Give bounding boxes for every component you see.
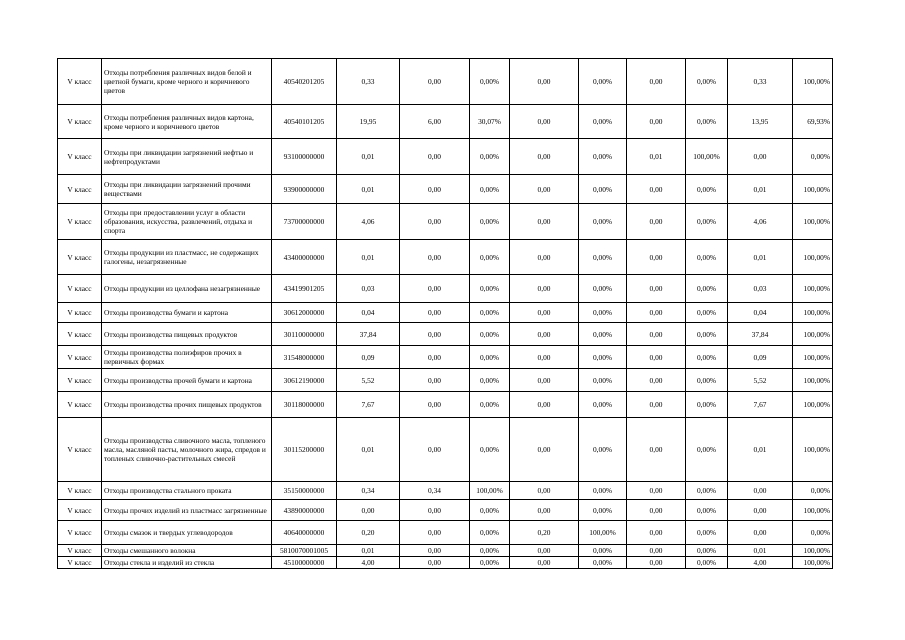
value-cell: 0,00	[627, 346, 686, 369]
value-cell: 7,67	[337, 392, 400, 418]
code-cell: 40640000000	[272, 521, 337, 545]
code-cell: 45100000000	[272, 557, 337, 569]
value-cell: 0,00%	[579, 323, 627, 346]
value-cell: 0,00%	[579, 139, 627, 175]
value-cell: 0,00	[510, 545, 579, 557]
code-cell: 43419901205	[272, 275, 337, 303]
value-cell: 30,07%	[470, 105, 510, 139]
value-cell: 4,00	[337, 557, 400, 569]
table-row	[58, 418, 833, 482]
value-cell: 0,00	[510, 557, 579, 569]
value-cell: 0,00	[627, 240, 686, 275]
value-cell: 100,00%	[793, 346, 833, 369]
value-cell: 0,00	[510, 105, 579, 139]
class-cell: V класс	[58, 275, 102, 303]
value-cell: 37,84	[337, 323, 400, 346]
name-cell: Отходы производства бумаги и картона	[102, 303, 272, 323]
value-cell: 6,00	[400, 105, 470, 139]
value-cell: 0,00	[400, 323, 470, 346]
value-cell: 100,00%	[793, 545, 833, 557]
value-cell: 0,04	[728, 303, 793, 323]
value-cell: 0,00%	[579, 500, 627, 521]
name-cell: Отходы при ликвидации загрязнений прочими веществами	[102, 175, 272, 204]
value-cell: 0,00	[510, 323, 579, 346]
value-cell: 0,00%	[579, 59, 627, 105]
value-cell: 0,00	[627, 303, 686, 323]
value-cell: 0,00%	[686, 175, 728, 204]
value-cell: 0,00%	[686, 204, 728, 240]
value-cell: 0,00	[400, 346, 470, 369]
value-cell: 13,95	[728, 105, 793, 139]
value-cell: 0,00%	[579, 545, 627, 557]
value-cell: 0,00	[627, 204, 686, 240]
table-row	[58, 482, 833, 500]
table-row	[58, 175, 833, 204]
value-cell: 100,00%	[686, 139, 728, 175]
name-cell: Отходы прочих изделий из пластмасс загрязненные	[102, 500, 272, 521]
value-cell: 0,00%	[470, 323, 510, 346]
value-cell: 0,00	[627, 369, 686, 392]
value-cell: 0,01	[337, 175, 400, 204]
value-cell: 100,00%	[793, 204, 833, 240]
value-cell: 100,00%	[793, 275, 833, 303]
value-cell: 100,00%	[793, 303, 833, 323]
name-cell: Отходы производства пищевых продуктов	[102, 323, 272, 346]
value-cell: 0,00	[510, 139, 579, 175]
value-cell: 0,00	[728, 139, 793, 175]
class-cell: V класс	[58, 369, 102, 392]
value-cell: 0,00%	[579, 369, 627, 392]
class-cell: V класс	[58, 175, 102, 204]
value-cell: 0,00	[400, 204, 470, 240]
value-cell: 69,93%	[793, 105, 833, 139]
value-cell: 0,01	[337, 418, 400, 482]
waste-table	[57, 58, 833, 569]
value-cell: 0,00	[400, 557, 470, 569]
value-cell: 0,00%	[793, 482, 833, 500]
class-cell: V класс	[58, 59, 102, 105]
value-cell: 0,00%	[470, 175, 510, 204]
value-cell: 0,00	[400, 500, 470, 521]
class-cell: V класс	[58, 303, 102, 323]
value-cell: 0,00%	[579, 418, 627, 482]
code-cell: 40540101205	[272, 105, 337, 139]
code-cell: 30110000000	[272, 323, 337, 346]
value-cell: 0,03	[728, 275, 793, 303]
value-cell: 0,00%	[579, 240, 627, 275]
value-cell: 0,00%	[686, 392, 728, 418]
value-cell: 0,01	[728, 175, 793, 204]
code-cell: 30118000000	[272, 392, 337, 418]
value-cell: 0,00%	[470, 346, 510, 369]
name-cell: Отходы производства полиэфиров прочих в первичных формах	[102, 346, 272, 369]
value-cell: 0,00%	[686, 323, 728, 346]
value-cell: 0,00%	[470, 392, 510, 418]
class-cell: V класс	[58, 346, 102, 369]
value-cell: 0,00%	[579, 175, 627, 204]
value-cell: 0,00	[627, 557, 686, 569]
value-cell: 0,00	[510, 59, 579, 105]
value-cell: 0,00	[510, 500, 579, 521]
value-cell: 5,52	[337, 369, 400, 392]
value-cell: 100,00%	[579, 521, 627, 545]
value-cell: 0,00%	[579, 204, 627, 240]
value-cell: 0,34	[400, 482, 470, 500]
value-cell: 0,01	[627, 139, 686, 175]
value-cell: 0,00	[627, 175, 686, 204]
waste-table-body	[58, 59, 833, 569]
code-cell: 40540201205	[272, 59, 337, 105]
value-cell: 0,00	[510, 275, 579, 303]
value-cell: 0,00%	[686, 500, 728, 521]
value-cell: 0,00	[400, 59, 470, 105]
value-cell: 0,00%	[686, 346, 728, 369]
value-cell: 0,00%	[793, 521, 833, 545]
value-cell: 0,01	[728, 418, 793, 482]
value-cell: 0,00%	[470, 204, 510, 240]
value-cell: 0,34	[337, 482, 400, 500]
name-cell: Отходы стекла и изделий из стекла	[102, 557, 272, 569]
value-cell: 0,03	[337, 275, 400, 303]
value-cell: 19,95	[337, 105, 400, 139]
value-cell: 0,00	[400, 369, 470, 392]
name-cell: Отходы продукции из пластмасс, не содержащих галогены, незагрязненные	[102, 240, 272, 275]
value-cell: 0,00	[627, 392, 686, 418]
value-cell: 0,00%	[686, 105, 728, 139]
value-cell: 0,33	[337, 59, 400, 105]
value-cell: 0,00%	[470, 139, 510, 175]
code-cell: 31548000000	[272, 346, 337, 369]
class-cell: V класс	[58, 418, 102, 482]
value-cell: 0,00%	[470, 500, 510, 521]
value-cell: 0,01	[337, 240, 400, 275]
value-cell: 0,01	[337, 545, 400, 557]
value-cell: 0,00%	[470, 303, 510, 323]
class-cell: V класс	[58, 557, 102, 569]
value-cell: 0,00	[627, 500, 686, 521]
value-cell: 0,00	[627, 545, 686, 557]
name-cell: Отходы продукции из целлофана незагрязненные	[102, 275, 272, 303]
value-cell: 100,00%	[793, 59, 833, 105]
value-cell: 0,00	[400, 303, 470, 323]
code-cell: 30612190000	[272, 369, 337, 392]
value-cell: 0,00%	[470, 557, 510, 569]
value-cell: 0,01	[728, 240, 793, 275]
value-cell: 0,01	[337, 139, 400, 175]
value-cell: 4,00	[728, 557, 793, 569]
table-row	[58, 369, 833, 392]
value-cell: 5,52	[728, 369, 793, 392]
value-cell: 0,00%	[686, 240, 728, 275]
code-cell: 93900000000	[272, 175, 337, 204]
value-cell: 0,00%	[686, 521, 728, 545]
value-cell: 0,00%	[579, 105, 627, 139]
name-cell: Отходы производства сливочного масла, топленого масла, масляной пасты, молочного жира, спредов и топленых сливочно-растительных смесей	[102, 418, 272, 482]
class-cell: V класс	[58, 240, 102, 275]
value-cell: 0,00	[400, 139, 470, 175]
name-cell: Отходы производства прочей бумаги и картона	[102, 369, 272, 392]
value-cell: 0,00	[510, 369, 579, 392]
name-cell: Отходы потребления различных видов картона, кроме черного и коричневого цветов	[102, 105, 272, 139]
value-cell: 0,00%	[686, 418, 728, 482]
value-cell: 0,00	[627, 275, 686, 303]
value-cell: 4,06	[728, 204, 793, 240]
value-cell: 0,00	[400, 175, 470, 204]
table-row	[58, 204, 833, 240]
value-cell: 0,00	[510, 392, 579, 418]
value-cell: 0,00%	[470, 521, 510, 545]
name-cell: Отходы при предоставлении услуг в области образования, искусства, развлечений, отдыха и спорта	[102, 204, 272, 240]
value-cell: 0,00	[400, 392, 470, 418]
class-cell: V класс	[58, 139, 102, 175]
name-cell: Отходы смешанного волокна	[102, 545, 272, 557]
value-cell: 0,00%	[579, 392, 627, 418]
value-cell: 0,00	[510, 240, 579, 275]
class-cell: V класс	[58, 204, 102, 240]
value-cell: 0,20	[510, 521, 579, 545]
value-cell: 0,00	[627, 418, 686, 482]
table-row	[58, 139, 833, 175]
value-cell: 0,00%	[793, 139, 833, 175]
value-cell: 4,06	[337, 204, 400, 240]
value-cell: 0,00%	[470, 240, 510, 275]
value-cell: 0,00%	[470, 418, 510, 482]
value-cell: 0,00%	[686, 275, 728, 303]
value-cell: 0,00%	[470, 59, 510, 105]
value-cell: 0,33	[728, 59, 793, 105]
table-row	[58, 392, 833, 418]
value-cell: 0,00	[400, 418, 470, 482]
value-cell: 0,00%	[686, 557, 728, 569]
value-cell: 0,00	[627, 59, 686, 105]
value-cell: 0,00	[400, 545, 470, 557]
value-cell: 100,00%	[793, 557, 833, 569]
value-cell: 0,00%	[686, 482, 728, 500]
value-cell: 0,00	[400, 521, 470, 545]
value-cell: 0,00	[510, 346, 579, 369]
value-cell: 0,00%	[470, 369, 510, 392]
value-cell: 0,00	[510, 175, 579, 204]
value-cell: 0,00	[728, 482, 793, 500]
value-cell: 0,00	[627, 521, 686, 545]
value-cell: 100,00%	[470, 482, 510, 500]
value-cell: 100,00%	[793, 175, 833, 204]
class-cell: V класс	[58, 392, 102, 418]
value-cell: 0,00	[400, 240, 470, 275]
value-cell: 0,00	[510, 418, 579, 482]
value-cell: 0,00	[627, 105, 686, 139]
code-cell: 73700000000	[272, 204, 337, 240]
value-cell: 0,00	[627, 323, 686, 346]
name-cell: Отходы производства стального проката	[102, 482, 272, 500]
class-cell: V класс	[58, 105, 102, 139]
code-cell: 43890000000	[272, 500, 337, 521]
value-cell: 0,04	[337, 303, 400, 323]
value-cell: 0,00	[728, 500, 793, 521]
table-row	[58, 240, 833, 275]
value-cell: 0,00	[400, 275, 470, 303]
table-row	[58, 557, 833, 569]
value-cell: 7,67	[728, 392, 793, 418]
value-cell: 100,00%	[793, 392, 833, 418]
value-cell: 0,00	[510, 204, 579, 240]
value-cell: 0,00%	[686, 545, 728, 557]
code-cell: 30612000000	[272, 303, 337, 323]
value-cell: 0,01	[728, 545, 793, 557]
value-cell: 0,09	[337, 346, 400, 369]
value-cell: 100,00%	[793, 418, 833, 482]
code-cell: 30115200000	[272, 418, 337, 482]
value-cell: 0,00	[627, 482, 686, 500]
class-cell: V класс	[58, 323, 102, 346]
value-cell: 0,09	[728, 346, 793, 369]
value-cell: 100,00%	[793, 500, 833, 521]
value-cell: 0,00%	[686, 369, 728, 392]
table-row	[58, 275, 833, 303]
class-cell: V класс	[58, 500, 102, 521]
class-cell: V класс	[58, 521, 102, 545]
class-cell: V класс	[58, 545, 102, 557]
value-cell: 0,00%	[579, 303, 627, 323]
code-cell: 35150000000	[272, 482, 337, 500]
table-row	[58, 105, 833, 139]
value-cell: 37,84	[728, 323, 793, 346]
table-row	[58, 323, 833, 346]
value-cell: 0,00%	[579, 346, 627, 369]
value-cell: 0,00	[510, 482, 579, 500]
table-row	[58, 59, 833, 105]
value-cell: 0,00%	[470, 275, 510, 303]
value-cell: 0,00%	[686, 59, 728, 105]
table-row	[58, 346, 833, 369]
name-cell: Отходы при ликвидации загрязнений нефтью и нефтепродуктами	[102, 139, 272, 175]
value-cell: 0,00%	[579, 482, 627, 500]
value-cell: 0,00%	[686, 303, 728, 323]
table-row	[58, 500, 833, 521]
name-cell: Отходы производства прочих пищевых продуктов	[102, 392, 272, 418]
value-cell: 0,00%	[470, 545, 510, 557]
table-row	[58, 521, 833, 545]
value-cell: 0,00%	[579, 275, 627, 303]
value-cell: 100,00%	[793, 240, 833, 275]
value-cell: 0,00%	[579, 557, 627, 569]
class-cell: V класс	[58, 482, 102, 500]
table-row	[58, 303, 833, 323]
value-cell: 0,00	[510, 303, 579, 323]
value-cell: 0,00	[728, 521, 793, 545]
code-cell: 93100000000	[272, 139, 337, 175]
name-cell: Отходы потребления различных видов белой и цветной бумаги, кроме черного и коричневого цветов	[102, 59, 272, 105]
table-row	[58, 545, 833, 557]
name-cell: Отходы смазок и твердых углеводородов	[102, 521, 272, 545]
code-cell: 43400000000	[272, 240, 337, 275]
code-cell: 5810070001005	[272, 545, 337, 557]
value-cell: 100,00%	[793, 323, 833, 346]
value-cell: 0,00	[337, 500, 400, 521]
value-cell: 0,20	[337, 521, 400, 545]
value-cell: 100,00%	[793, 369, 833, 392]
